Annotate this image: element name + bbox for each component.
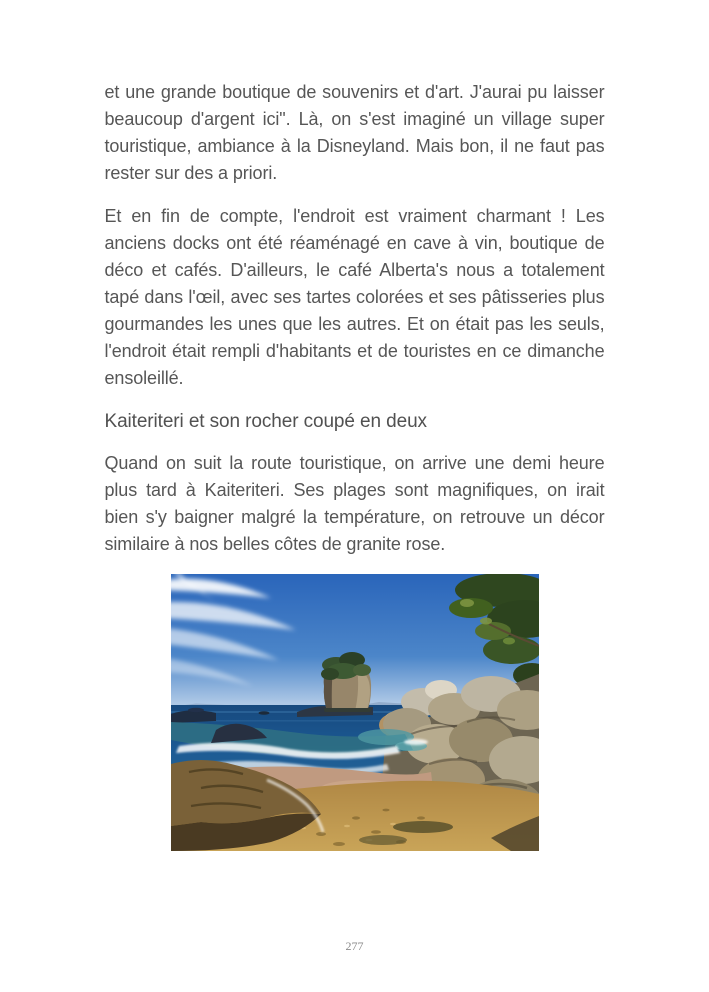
beach-photo <box>171 574 539 851</box>
body-paragraph-1: et une grande boutique de souvenirs et d'art. J'aurai pu laisser beaucoup d'argent ici". Là, on s'est imaginé un village super touristique, ambiance à la Disneyland. Mais bon, il ne faut pas rester sur des a priori. <box>104 82 605 183</box>
page-content <box>105 0 605 851</box>
section-heading: Kaiteriteri et son rocher coupé en deux <box>104 411 427 432</box>
body-paragraph-2: Et en fin de compte, l'endroit est vraiment charmant ! Les anciens docks ont été réaménagé en cave à vin, boutique de déco et cafés. D'ailleurs, le café Alberta's nous a totalement tapé dans l'œil, avec ses tartes colorées et ses pâtisseries plus gourmandes les unes que les autres. Et on était pas les seuls, l'endroit était rempli d'habitants et de touristes en ce dimanche ensoleillé. <box>104 206 605 388</box>
page-number: 277 <box>345 939 364 953</box>
page-footer <box>0 937 709 955</box>
beach-photo-figure <box>171 574 539 851</box>
body-paragraph-3: Quand on suit la route touristique, on arrive une demi heure plus tard à Kaiteriteri. Ses plages sont magnifiques, on irait bien s'y baigner malgré la température, on retrouve un décor similaire à nos belles côtes de granite rose. <box>104 453 605 554</box>
